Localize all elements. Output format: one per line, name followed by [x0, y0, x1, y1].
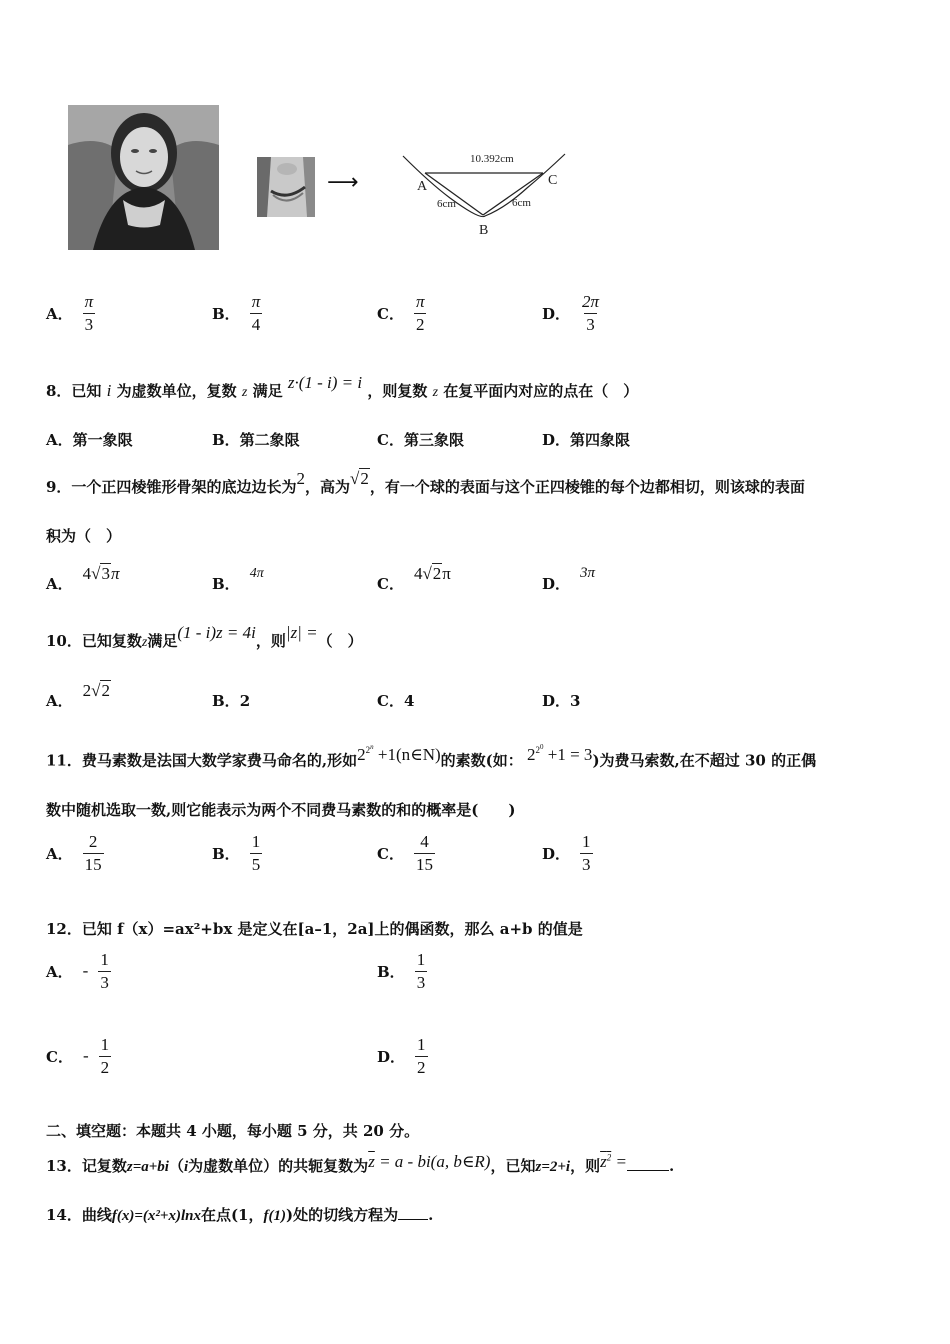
question-10 [46, 623, 363, 651]
q7-option-c[interactable] [377, 292, 426, 334]
coefficient: 4 [82, 563, 92, 583]
imaginary-unit: i [106, 381, 112, 400]
option-label: D． [542, 304, 571, 323]
numerator: 1 [417, 1035, 426, 1054]
q13-text: ，已知 [490, 1157, 536, 1175]
denominator: 2 [417, 1057, 426, 1077]
q11-option-b[interactable] [212, 832, 262, 874]
variable-z: z [432, 385, 439, 400]
q10-text: 满足 [147, 632, 178, 650]
option-label: A． [46, 962, 73, 981]
section-2-title: 二、填空题：本题共 4 小题，每小题 5 分，共 20 分。 [46, 1122, 420, 1140]
q9-text-line2: 积为（ ） [46, 527, 122, 545]
point-a-label: A [417, 179, 428, 194]
q10-text: ，则 [255, 632, 286, 650]
q13-text: ，则 [570, 1157, 601, 1175]
numerator: 2 [88, 832, 98, 851]
q10-option-d[interactable] [542, 690, 580, 711]
denominator: 5 [251, 854, 261, 874]
q8-option-d[interactable]: D．第四象限 [542, 431, 631, 449]
mona-lisa-image [68, 105, 219, 250]
q14-text: 14．曲线 [46, 1206, 112, 1224]
mouth-closeup-image [257, 157, 315, 217]
modulus-expression: |z| = [285, 623, 318, 642]
question-14 [46, 1204, 433, 1225]
q12-option-d[interactable] [377, 1035, 428, 1077]
q14-text: 在点(1， [200, 1206, 264, 1224]
q11-option-d[interactable] [542, 832, 593, 874]
question-11: 11．费马素数是法国大数学家费马命名的,形如$2^{2^n}$ +1(n∈N)的素数(如： $2^{2^0} +1 = 3$)为费马索数,在不超过 30 的正偶 [46, 743, 817, 770]
q13-text: 为虚数单位）的共轭复数为 [188, 1157, 369, 1175]
fraction [83, 292, 96, 334]
option-label: C． [377, 692, 404, 710]
conjugate-expression: = a - bi(a, b∈R) [379, 1152, 491, 1171]
numerator: π [251, 292, 261, 311]
chord-length-label: 10.392cm [470, 153, 514, 165]
option-value: 4 [403, 692, 415, 710]
option-label: D． [377, 1047, 406, 1066]
side-right-label: 6cm [512, 197, 531, 209]
coefficient: 4 [413, 563, 423, 583]
q10-text: （ ） [317, 632, 363, 650]
denominator: 2 [100, 1057, 110, 1077]
denominator: 15 [84, 854, 102, 874]
numerator: 2π [582, 292, 600, 311]
denominator: 4 [251, 314, 261, 334]
fraction [415, 1035, 428, 1077]
q8-text: 在复平面内对应的点在（ ） [443, 382, 639, 400]
option-label: C． [377, 575, 404, 593]
q11-text: 的素数(如： [440, 751, 523, 770]
fraction [414, 832, 435, 874]
option-value: 3 [570, 692, 581, 710]
q14-text: . [428, 1206, 434, 1224]
sign: - [82, 1046, 89, 1066]
q8-text: 8．已知 [46, 382, 102, 400]
option-label: D． [542, 575, 571, 593]
q8-text: ，则复数 [367, 382, 428, 400]
option-label: D． [542, 692, 571, 710]
option-value: 4π [249, 565, 264, 581]
q10-option-a[interactable]: A． 2√2 [46, 680, 110, 710]
fermat-example: +1 = 3 [547, 744, 593, 764]
radicand: 2 [101, 680, 110, 700]
option-value: 2 [239, 692, 251, 710]
option-label: B． [212, 304, 240, 323]
fermat-formula: +1(n∈N) [377, 744, 441, 764]
denominator: 2 [415, 314, 425, 334]
option-label: C． [377, 844, 404, 863]
q7-option-d[interactable] [542, 292, 601, 334]
q11-option-c[interactable] [377, 832, 435, 874]
radicand: 2 [432, 563, 442, 583]
denominator: 3 [416, 972, 426, 992]
q8-text: 为虚数单位，复数 [116, 382, 237, 400]
fraction [580, 292, 601, 334]
q13-text: 13．记复数 [46, 1157, 127, 1175]
q11-text-line2: 数中随机选取一数,则它能表示为两个不同费马素数的和的概率是( ) [46, 801, 516, 819]
q8-equation: z·(1 - i) = i [287, 373, 363, 392]
q9-text: ，高为 [304, 478, 350, 496]
numerator: 1 [100, 1035, 110, 1054]
point-b-label: B [479, 223, 489, 238]
denominator: 3 [100, 972, 109, 992]
option-label: D． [542, 844, 571, 863]
function-value: f(1) [263, 1208, 286, 1224]
q9-option-b[interactable] [212, 563, 264, 593]
coefficient: 2 [82, 680, 92, 700]
numerator: 1 [582, 832, 591, 851]
variable-z: z [241, 385, 248, 400]
q10-text: 10．已知复数 [46, 632, 142, 650]
q12-option-b[interactable] [377, 950, 427, 992]
denominator: 15 [415, 854, 433, 874]
option-label: B． [212, 692, 240, 710]
q11-text: 11．费马素数是法国大数学家费马命名的,形如 [46, 751, 358, 770]
height-radicand: 2 [360, 469, 369, 488]
q9-option-c[interactable]: C． 4√2π [377, 563, 451, 593]
function-expression: f(x)=(x²+x)lnx [111, 1208, 201, 1224]
option-label: C． [46, 1047, 73, 1066]
q14-text: )处的切线方程为 [286, 1206, 399, 1224]
fraction [98, 950, 111, 992]
option-label: A． [46, 844, 73, 863]
ask-expression: = [615, 1152, 627, 1171]
q9-text: ，有一个球的表面与这个正四棱锥的每个边都相切，则该球的表面 [369, 478, 805, 496]
q12-option-a[interactable] [46, 950, 111, 992]
radicand: 3 [101, 563, 110, 583]
question-12: 12．已知 f（x）=ax²+bx 是定义在[a–1，2a]上的偶函数，那么 a+b 的值是 [46, 920, 583, 938]
question-8 [46, 373, 639, 401]
pi-symbol: π [442, 563, 451, 583]
question-13: 13．记复数z=a+bi（i为虚数单位）的共轭复数为$\overline{z} = a - bi(a$, b∈R)，已知z=2+i，则$z^2$ = . [46, 1152, 675, 1175]
denominator: 3 [586, 314, 595, 334]
q8-option-a[interactable]: A．第一象限 [46, 431, 133, 449]
fraction [250, 292, 263, 334]
point-c-label: C [548, 173, 558, 188]
q9-option-d[interactable] [542, 563, 596, 593]
q13-text: （ [168, 1157, 184, 1175]
base-length: 2 [296, 469, 305, 488]
fraction [99, 1035, 112, 1077]
question-9: 9．一个正四棱锥形骨架的底边边长为2，高为√2，有一个球的表面与这个正四棱锥的每个边都相切，则该球的表面 [46, 469, 805, 496]
q8-text: 满足 [252, 382, 283, 400]
option-label: A． [46, 692, 73, 710]
q7-option-b[interactable] [212, 292, 262, 334]
arrow-icon: ⟶ [327, 170, 359, 195]
numerator: 1 [251, 832, 261, 851]
q10-option-c[interactable] [377, 690, 414, 711]
complex-definition: z=a+bi [126, 1159, 169, 1175]
answer-blank[interactable] [627, 1156, 669, 1171]
fraction [415, 950, 428, 992]
q10-option-b[interactable] [212, 690, 250, 711]
fraction [580, 832, 593, 874]
denominator: 3 [582, 854, 591, 874]
denominator: 3 [84, 314, 94, 334]
option-label: B． [377, 962, 405, 981]
q13-text: . [668, 1157, 675, 1175]
option-label: B． [212, 844, 240, 863]
option-label: C． [377, 304, 404, 323]
numerator: 4 [420, 832, 429, 851]
numerator: 1 [416, 950, 426, 969]
option-label: A． [46, 575, 73, 593]
sign: - [82, 961, 89, 981]
option-label: A． [46, 304, 73, 323]
q11-text: )为费马索数,在不超过 30 的正偶 [592, 751, 817, 770]
q7-option-a[interactable] [46, 292, 95, 334]
q9-option-a[interactable]: A． 4√3π [46, 563, 120, 593]
answer-blank[interactable] [398, 1205, 428, 1220]
fraction [250, 832, 263, 874]
q8-option-c[interactable]: C．第三象限 [377, 431, 464, 449]
variable-z: z [141, 635, 148, 650]
pi-symbol: π [110, 563, 120, 583]
option-value: 3π [580, 565, 596, 581]
fraction [414, 292, 427, 334]
given-value: z=2+i [535, 1159, 571, 1175]
numerator: 1 [100, 950, 109, 969]
q11-option-a[interactable] [46, 832, 104, 874]
numerator: π [415, 292, 425, 311]
option-label: B． [212, 575, 240, 593]
smile-geometry-diagram [395, 148, 575, 240]
q10-equation: (1 - i)z = 4i [177, 623, 256, 642]
imaginary-unit: i [184, 1159, 189, 1175]
side-left-label: 6cm [437, 198, 456, 210]
fraction [83, 832, 104, 874]
q9-text: 9．一个正四棱锥形骨架的底边边长为 [46, 478, 297, 496]
numerator: π [84, 292, 94, 311]
q8-option-b[interactable]: B．第二象限 [212, 431, 300, 449]
q12-option-c[interactable] [46, 1035, 111, 1077]
